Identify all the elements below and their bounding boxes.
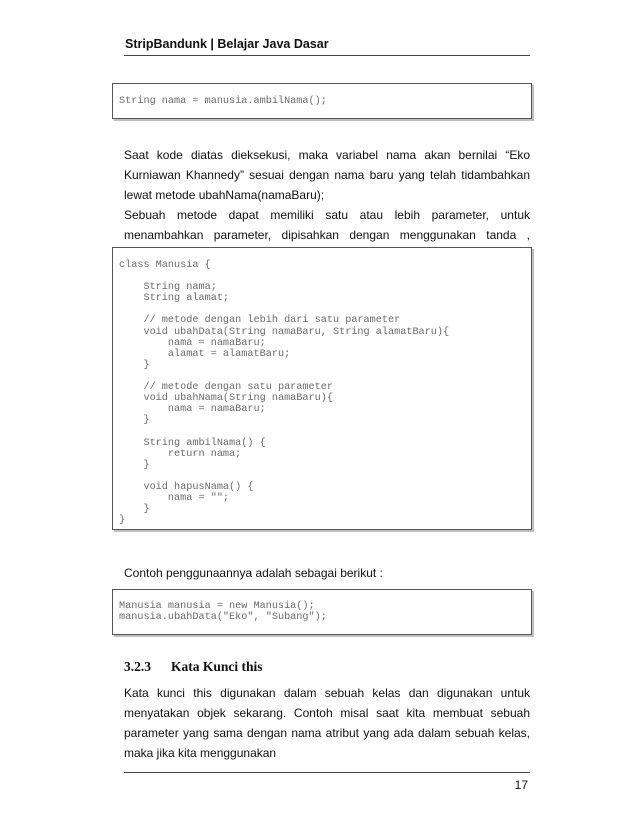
code-text: Manusia manusia = new Manusia(); manusia.ubahData("Eko", "Subang"); bbox=[119, 601, 327, 624]
code-block-class-manusia bbox=[112, 247, 532, 530]
section-title: Kata Kunci this bbox=[171, 659, 263, 674]
code-text: String nama = manusia.ambilNama(); bbox=[119, 96, 327, 107]
section-heading bbox=[124, 659, 530, 675]
paragraph-contoh-penggunaan: Contoh penggunaannya adalah sebagai berikut : bbox=[124, 566, 383, 580]
footer-divider bbox=[124, 772, 530, 773]
paragraph-kata-kunci-this: Kata kunci this digunakan dalam sebuah kelas dan digunakan untuk menyatakan objek sekarang. Contoh misal saat kita membuat sebuah parameter yang sama dengan nama atribut yang ada dalam sebuah kelas, maka jika kita menggunakan bbox=[124, 686, 530, 760]
code-block-penggunaan bbox=[112, 589, 532, 635]
header-divider bbox=[124, 55, 530, 56]
code-block-ambil-nama bbox=[112, 83, 532, 119]
section-number: 3.2.3 bbox=[124, 659, 151, 674]
running-header: StripBandunk | Belajar Java Dasar bbox=[125, 37, 329, 51]
page-number: 17 bbox=[514, 778, 528, 792]
paragraph-parameter: Sebuah metode dapat memiliki satu atau lebih parameter, untuk menambahkan parameter, dipisahkan dengan menggunakan tanda , bbox=[124, 208, 530, 242]
paragraph-eksekusi: Saat kode diatas dieksekusi, maka variabel nama akan bernilai “Eko Kurniawan Khannedy” sesuai dengan nama baru yang telah tidambahkan lewat metode ubahNama(namaBaru); bbox=[124, 148, 530, 202]
code-text: class Manusia { String nama; String alamat; // metode dengan lebih dari satu parameter void ubahData(String namaBaru, String alamatBaru){ nama = namaBaru; alamat = alamatBaru; } // metode dengan satu parameter void ubahNama(String namaBaru){ nama = namaBaru; } String ambilNama() { return nama; } void hapusNama() { nama = ""; } } bbox=[119, 260, 450, 527]
